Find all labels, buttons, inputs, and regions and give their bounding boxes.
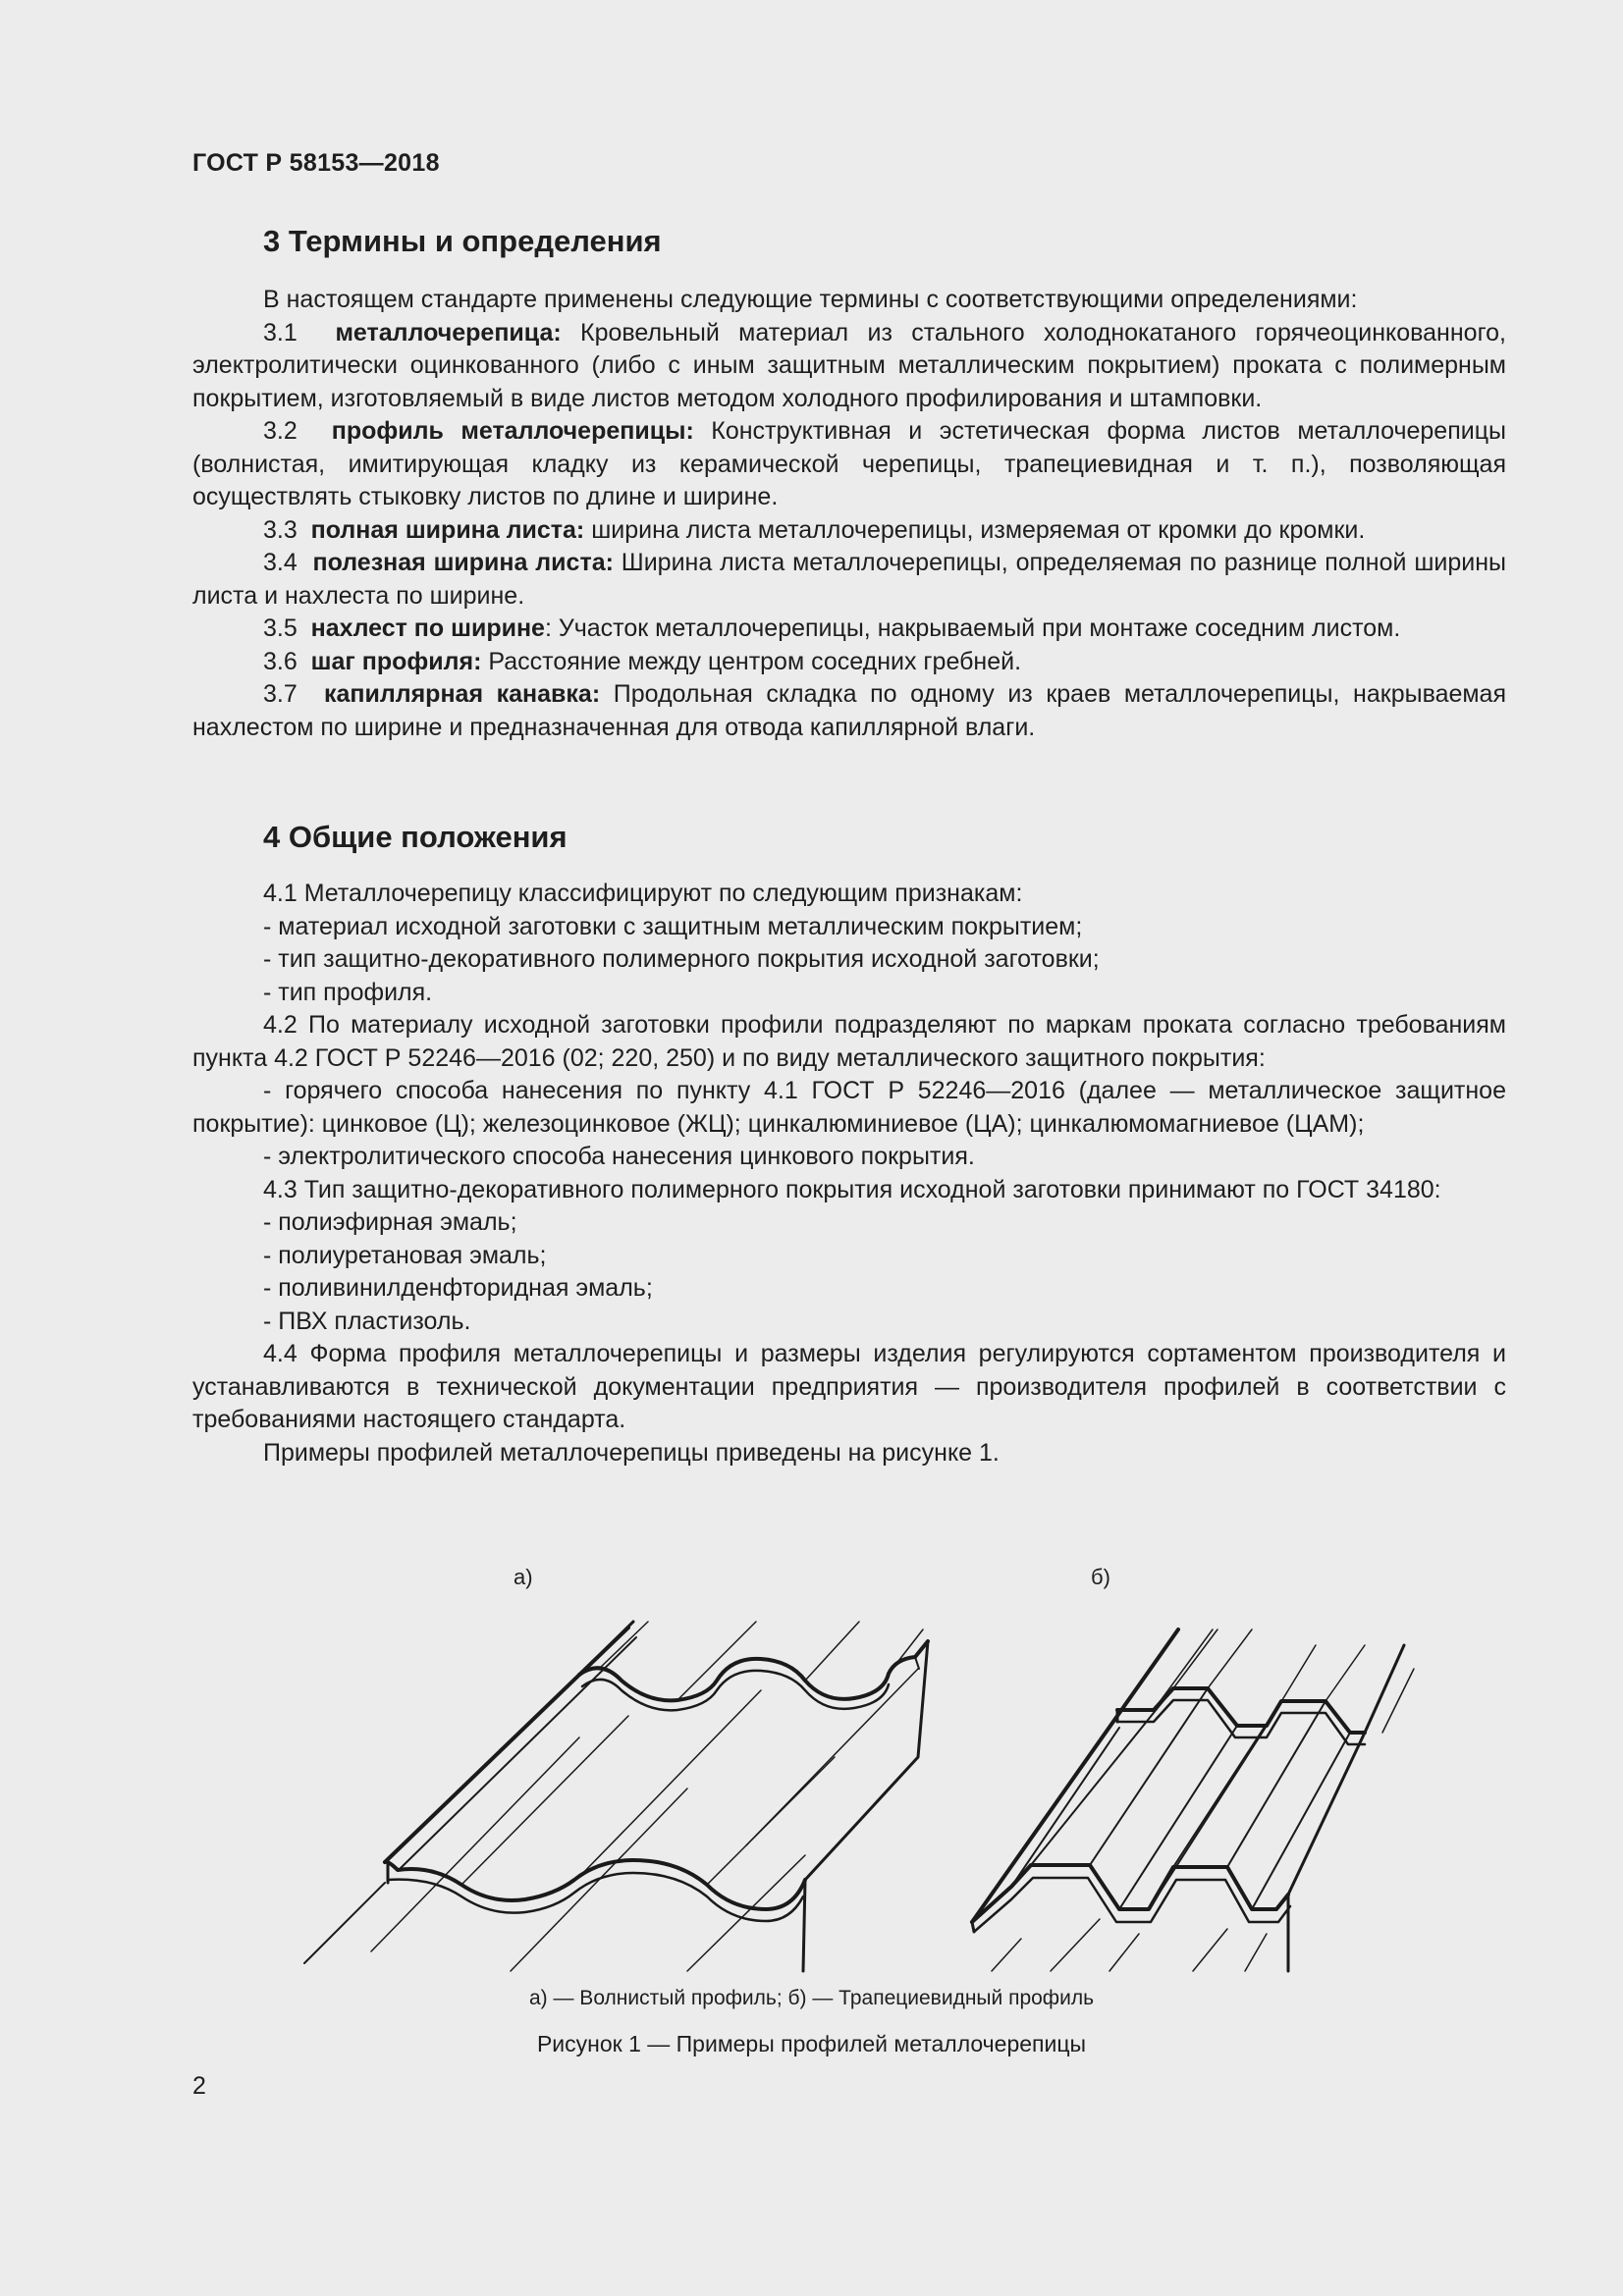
list-item: - электролитического способа нанесения цинкового покрытия. xyxy=(263,1143,975,1170)
term-definition: 3.1 металлочерепица: Кровельный материал из стального холоднокатаного горячеоцинкованного, электролитически оцинкованного (либо с иным защитным металлическим покрытием) проката с полимерным покрытием, изготовляемый в виде листов методом холодного профилирования и штамповки. xyxy=(192,318,1506,412)
document-header: ГОСТ Р 58153—2018 xyxy=(192,149,440,177)
paragraph: 4.3 Тип защитно-декоративного полимерного покрытия исходной заготовки принимают по ГОСТ 34180: xyxy=(263,1175,1441,1203)
list-item: - ПВХ пластизоль. xyxy=(263,1307,471,1335)
paragraph: Примеры профилей металлочерепицы приведены на рисунке 1. xyxy=(263,1438,1000,1467)
section-3-body xyxy=(192,284,1506,744)
paragraph: 4.2 По материалу исходной заготовки профили подразделяют по маркам проката согласно требованиям пункта 4.2 ГОСТ Р 52246—2016 (02; 220, 250) и по виду металлического защитного покрытия: xyxy=(192,1011,1506,1072)
list-item: - тип профиля. xyxy=(263,978,433,1006)
list-item: - горячего способа нанесения по пункту 4.1 ГОСТ Р 52246—2016 (далее — металлическое защитное покрытие): цинковое (Ц); железоцинковое (ЖЦ); цинкалюминиевое (ЦА); цинкалюмомагниевое (ЦАМ); xyxy=(192,1077,1506,1138)
section-3-heading: 3 Термины и определения xyxy=(263,224,662,258)
list-item: - поливинилденфторидная эмаль; xyxy=(263,1274,653,1302)
section-3-intro: В настоящем стандарте применены следующие термины с соответствующими определениями: xyxy=(263,286,1358,313)
term-definition: 3.5 нахлест по ширине: Участок металлочерепицы, накрываемый при монтаже соседним листом. xyxy=(263,614,1401,642)
figure-subcaption: а) — Волнистый профиль; б) — Трапециевидный профиль xyxy=(528,1987,1095,2009)
list-item: - полиуретановая эмаль; xyxy=(263,1241,547,1269)
list-item: - материал исходной заготовки с защитным металлическим покрытием; xyxy=(263,912,1083,940)
term-definition: 3.2 профиль металлочерепицы: Конструктивная и эстетическая форма листов металлочерепицы (волнистая, имитирующая кладку из керамической черепицы, трапециевидная и т. п.), позволяющая осуществлять стыковку листов по длине и ширине. xyxy=(192,417,1506,510)
term-definition: 3.3 полная ширина листа: ширина листа металлочерепицы, измеряемая от кромки до кромки. xyxy=(263,515,1366,544)
paragraph: 4.4 Форма профиля металлочерепицы и размеры изделия регулируются сортаментом производителя и устанавливаются в технической документации предприятия — производителя профилей в соответствии с требованиями настоящего стандарта. xyxy=(192,1340,1506,1433)
figure-caption: Рисунок 1 — Примеры профилей металлочерепицы xyxy=(536,2031,1087,2056)
term-definition: 3.6 шаг профиля: Расстояние между центром соседних гребней. xyxy=(263,647,1022,675)
list-item: - полиэфирная эмаль; xyxy=(263,1208,517,1236)
figure-label-b: б) xyxy=(1091,1565,1110,1589)
page-number: 2 xyxy=(192,2072,206,2100)
figure-label-a: а) xyxy=(514,1565,533,1589)
list-item: - тип защитно-декоративного полимерного покрытия исходной заготовки; xyxy=(263,945,1100,973)
paragraph: 4.1 Металлочерепицу классифицируют по следующим признакам: xyxy=(263,880,1023,907)
term-definition: 3.7 капиллярная канавка: Продольная складка по одному из краев металлочерепицы, накрываемая нахлестом по ширине и предназначенная для отвода капиллярной влаги. xyxy=(192,680,1506,741)
section-4-body xyxy=(192,878,1506,1469)
term-definition: 3.4 полезная ширина листа: Ширина листа металлочерепицы, определяемая по разнице полной ширины листа и нахлеста по ширине. xyxy=(192,549,1506,610)
section-4-heading: 4 Общие положения xyxy=(263,820,568,854)
